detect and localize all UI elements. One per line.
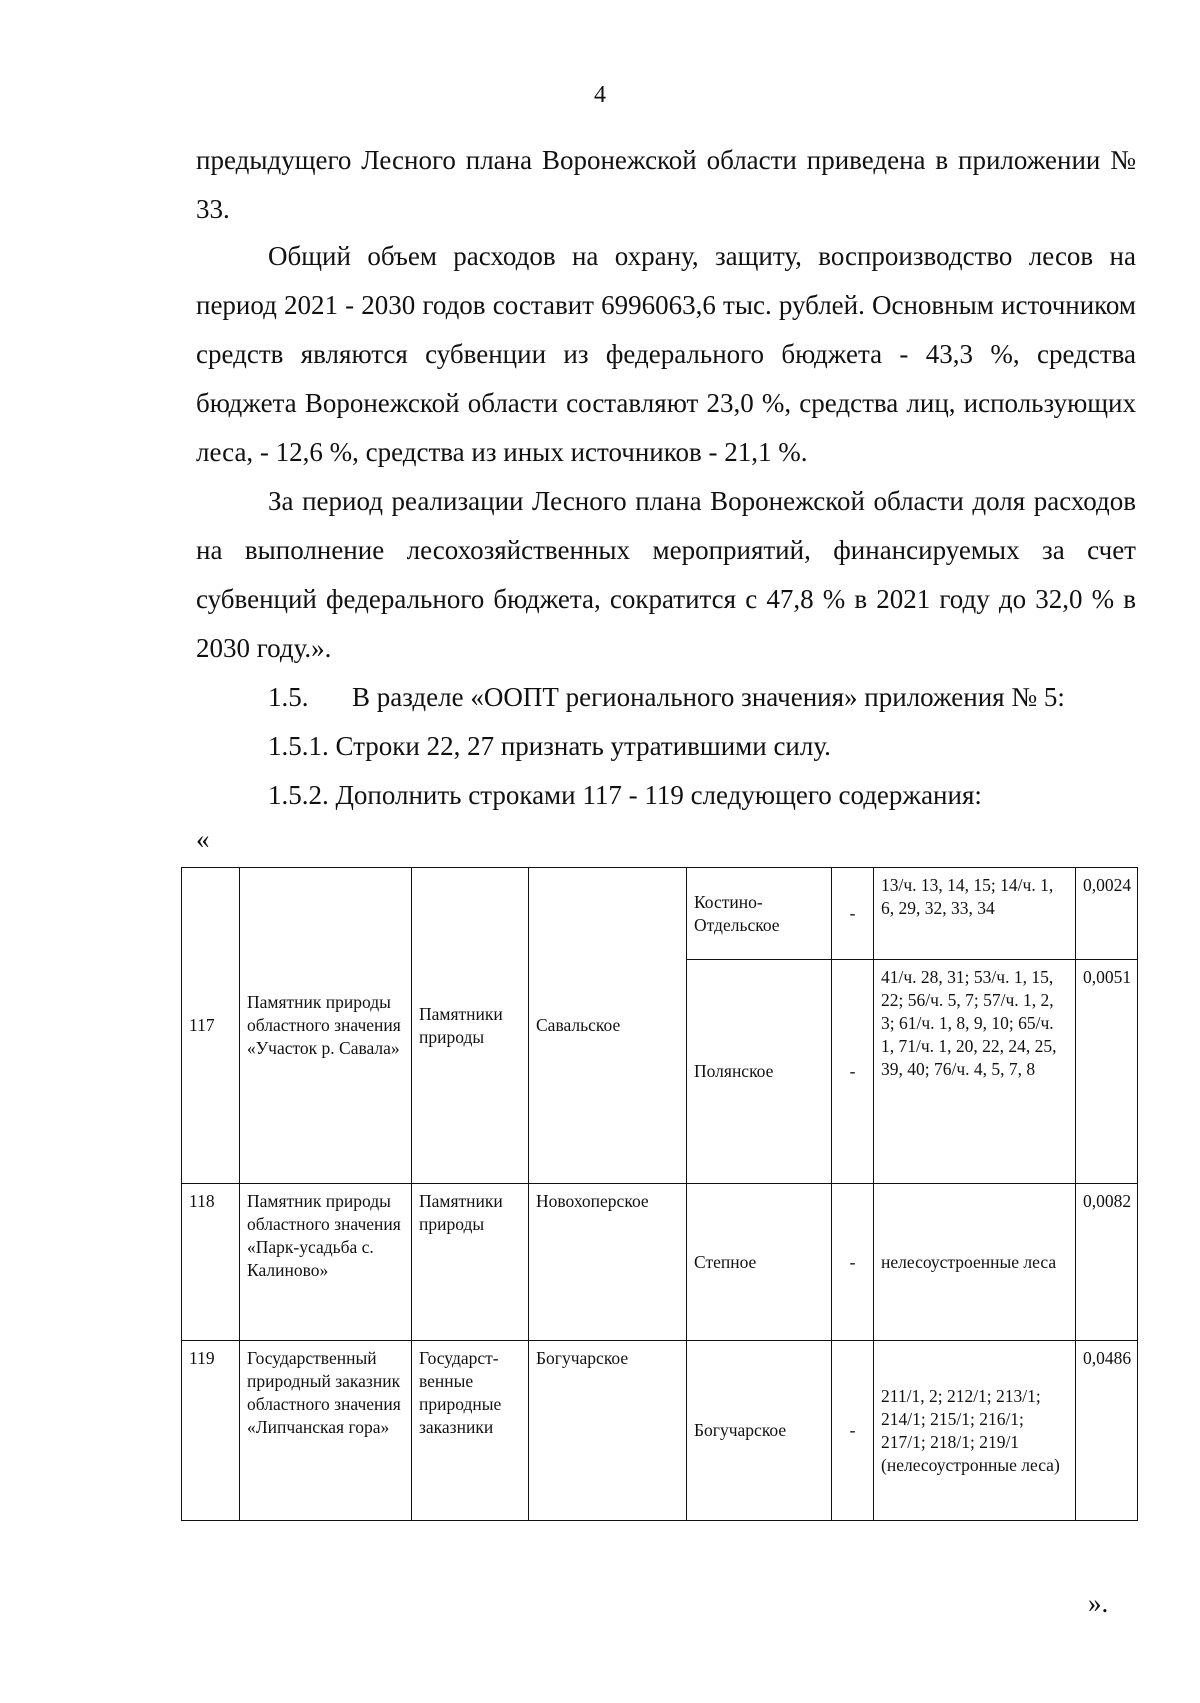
item-1-5-1 xyxy=(268,722,1136,771)
paragraph-continuation: предыдущего Лесного плана Воронежской области приведена в приложении № 33. xyxy=(196,145,1136,224)
quarters: нелесоустроенные леса xyxy=(874,1184,1076,1341)
row-number: 118 xyxy=(182,1184,240,1341)
item-1-5-2 xyxy=(268,771,1136,820)
item-number: 1.5.1. xyxy=(268,731,329,761)
oopt-name: Памятник природы областного значения «Участок р. Савала» xyxy=(240,868,412,1184)
forestry: Савальское xyxy=(529,868,687,1184)
table-row xyxy=(182,868,1138,960)
district-forestry: Костино-Отдельское xyxy=(687,868,832,960)
closing-quote: ». xyxy=(1088,1588,1109,1618)
item-text: Дополнить строками 117 - 119 следующего содержания: xyxy=(335,780,982,810)
table-row xyxy=(182,1341,1138,1521)
area: 0,0051 xyxy=(1076,960,1138,1184)
oopt-name: Памятник природы областного значения «Парк-усадьба с. Калиново» xyxy=(240,1184,412,1341)
page-number: 4 xyxy=(594,82,606,108)
forestry: Богучарское xyxy=(529,1341,687,1521)
oopt-category: Государст-венные природные заказники xyxy=(412,1341,529,1521)
district-forestry: Полянское xyxy=(687,960,832,1184)
quarters: 41/ч. 28, 31; 53/ч. 1, 15, 22; 56/ч. 5, 7; 57/ч. 1, 2, 3; 61/ч. 1, 8, 9, 10; 65/ч. 1, 71/ч. 1, 20, 22, 24, 25, 39, 40; 76/ч. 4, 5, 7, 8 xyxy=(874,960,1076,1184)
oopt-name: Государственный природный заказник областного значения «Липчанская гора» xyxy=(240,1341,412,1521)
item-1-5 xyxy=(268,673,1136,722)
item-text: В разделе «ООПТ регионального значения» приложения № 5: xyxy=(352,682,1065,712)
area: 0,0486 xyxy=(1076,1341,1138,1521)
dash: - xyxy=(832,1184,874,1341)
district-forestry: Степное xyxy=(687,1184,832,1341)
dash: - xyxy=(832,868,874,960)
district-forestry: Богучарское xyxy=(687,1341,832,1521)
opening-quote: « xyxy=(196,824,210,854)
quarters: 13/ч. 13, 14, 15; 14/ч. 1, 6, 29, 32, 33, 34 xyxy=(874,868,1076,960)
item-number: 1.5. xyxy=(268,682,309,712)
oopt-category: Памятники природы xyxy=(412,1184,529,1341)
forestry: Новохоперское xyxy=(529,1184,687,1341)
item-number: 1.5.2. xyxy=(268,780,329,810)
oopt-table xyxy=(181,867,1138,1521)
area: 0,0082 xyxy=(1076,1184,1138,1341)
dash: - xyxy=(832,960,874,1184)
row-number: 119 xyxy=(182,1341,240,1521)
paragraph-subvention-share: За период реализации Лесного плана Воронежской области доля расходов на выполнение лесохозяйственных мероприятий, финансируемых за счет субвенций федерального бюджета, сократится с 47,8 % в 2021 году до 32,0 % в 2030 году.». xyxy=(196,486,1136,663)
area: 0,0024 xyxy=(1076,868,1138,960)
item-text: Строки 22, 27 признать утратившими силу. xyxy=(335,731,831,761)
row-number: 117 xyxy=(182,868,240,1184)
paragraph-total-expenses: Общий объем расходов на охрану, защиту, воспроизводство лесов на период 2021 - 2030 годов составит 6996063,6 тыс. рублей. Основным источником средств являются субвенции из федерального бюджета - 43,3 %, средства бюджета Воронежской области составляют 23,0 %, средства лиц, использующих леса, - 12,6 %, средства из иных источников - 21,1 %. xyxy=(196,241,1136,467)
dash: - xyxy=(832,1341,874,1521)
quarters: 211/1, 2; 212/1; 213/1; 214/1; 215/1; 216/1; 217/1; 218/1; 219/1 (нелесоустронные леса) xyxy=(874,1341,1076,1521)
table-row xyxy=(182,1184,1138,1341)
oopt-category: Памятники природы xyxy=(412,868,529,1184)
